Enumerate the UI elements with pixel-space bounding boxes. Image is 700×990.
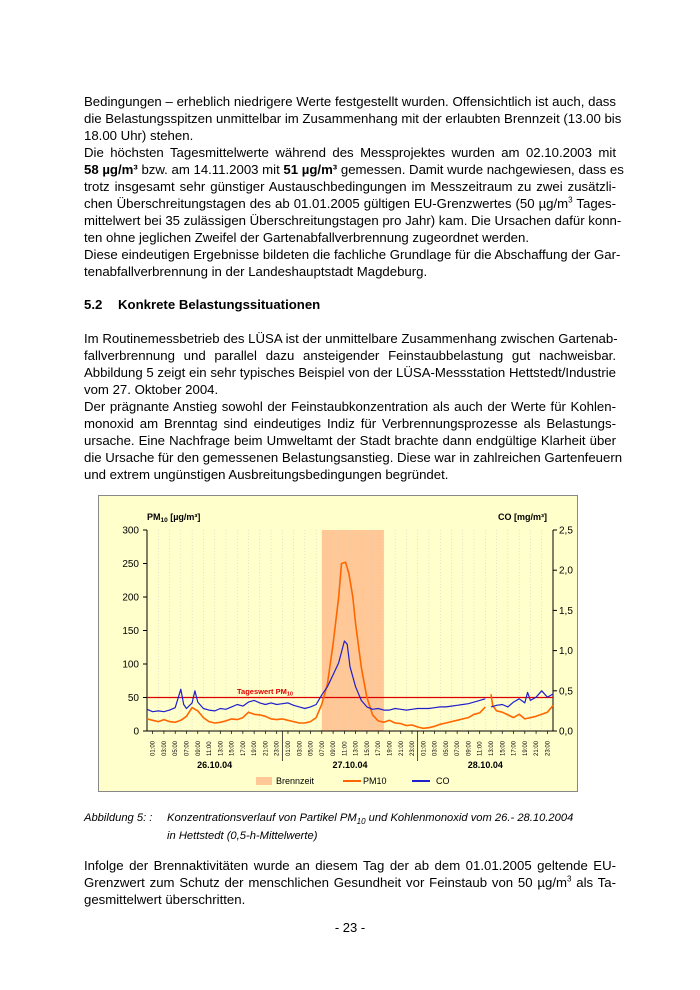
x-tick-label: 17:00 <box>376 740 383 756</box>
x-tick-label: 19:00 <box>387 740 394 756</box>
x-tick-label: 13:00 <box>218 740 225 756</box>
highlight-value: 51 µg/m³ <box>283 162 338 177</box>
x-tick-label: 19:00 <box>522 740 529 756</box>
paragraph-line: Im Routinemessbetrieb des LÜSA ist der unmittelbare Zusammenhang zwischen Gartenab- <box>84 331 618 346</box>
x-tick-label: 21:00 <box>534 740 541 756</box>
y-tick-label-right: 0,5 <box>559 686 573 698</box>
x-tick-label: 07:00 <box>455 740 462 756</box>
x-tick-label: 09:00 <box>466 740 473 756</box>
highlight-value: 58 µg/m³ <box>84 162 138 177</box>
x-tick-label: 05:00 <box>173 740 180 756</box>
x-tick-label: 05:00 <box>308 740 315 756</box>
paragraph-line: gesmittelwert überschritten. <box>84 892 246 907</box>
paragraph-line: 18.00 Uhr) stehen. <box>84 128 194 143</box>
text-span: als Ta- <box>571 875 616 890</box>
text-span: Konzentrationsverlauf von Partikel PM <box>167 812 357 824</box>
paragraph-line: Der prägnante Anstieg sowohl der Feinstaubkonzentration als auch der Werte für Kohlen- <box>84 399 616 414</box>
subscript: 10 <box>356 817 366 827</box>
text-span: chen Überschreitungstagen des ab 01.01.2005 gültigen EU-Grenzwertes (50 µg/m <box>84 196 569 211</box>
superscript: 3 <box>567 874 572 884</box>
paragraph-line: Abbildung 5 zeigt ein sehr typisches Beispiel von der LÜSA-Messstation Hettstedt/Industrie <box>84 365 616 380</box>
x-tick-label: 19:00 <box>252 740 259 756</box>
paragraph-4 <box>84 330 623 483</box>
y-axis-right-label: CO [mg/m³] <box>498 512 547 522</box>
x-tick-label: 17:00 <box>240 740 247 756</box>
legend-label-pm10: PM10 <box>363 776 387 786</box>
text-span: Grenzwert zum Schutz der menschlichen Gesundheit vor Feinstaub von 50 µg/m <box>84 875 567 890</box>
paragraph-line: Bedingungen – erheblich niedrigere Werte festgestellt wurden. Offensichtlich ist auch, dass <box>84 94 616 109</box>
x-tick-label: 15:00 <box>229 740 236 756</box>
legend-swatch-brennzeit <box>256 777 272 785</box>
day-label: 27.10.04 <box>332 760 368 770</box>
x-tick-label: 11:00 <box>342 741 349 756</box>
paragraph-2 <box>84 144 624 246</box>
y-tick-label-left: 50 <box>127 693 139 704</box>
x-tick-label: 21:00 <box>263 740 270 756</box>
x-tick-label: 13:00 <box>353 740 360 756</box>
text-span: gemessen. Damit wurde nachgewiesen, dass es <box>337 162 624 177</box>
x-tick-label: 15:00 <box>364 740 371 756</box>
x-tick-label: 05:00 <box>443 740 450 756</box>
y-tick-label-right: 0,0 <box>559 726 573 738</box>
paragraph-line: ten ohne jeglichen Zweifel der Gartenabfallverbrennung zugeordnet werden. <box>84 230 530 245</box>
paragraph-line: die Belastungsspitzen unmittelbar im Zusammenhang mit der erlaubten Brennzeit (13.00 bis <box>84 111 622 126</box>
x-tick-label: 15:00 <box>500 740 507 756</box>
text-span: Tages- <box>572 196 616 211</box>
paragraph-line: Diese eindeutigen Ergebnisse bildeten die fachliche Grundlage für die Abschaffung der Gar- <box>84 247 621 262</box>
paragraph-1 <box>84 93 622 144</box>
paragraph-line: mittelwert bei 35 zulässigen Überschreitungstagen pro Jahr) kam. Die Ursachen dafür konn- <box>84 213 622 228</box>
paragraph-5 <box>84 857 616 908</box>
x-tick-label: 09:00 <box>195 740 202 756</box>
y-tick-label-right: 1,0 <box>559 646 573 658</box>
paragraph-line: Infolge der Brennaktivitäten wurde an diesem Tag der ab dem 01.01.2005 geltende EU- <box>84 858 616 873</box>
caption-text <box>167 811 573 843</box>
text-span: und Kohlenmonoxid vom 26.- 28.10.2004 <box>365 812 574 824</box>
y-tick-label-left: 0 <box>133 726 139 738</box>
x-tick-label: 11:00 <box>207 741 214 756</box>
y-tick-label-left: 250 <box>122 559 139 570</box>
x-tick-label: 23:00 <box>545 740 552 756</box>
paragraph-line: und extrem ungünstigen Ausbreitungsbedingungen begründet. <box>84 467 449 482</box>
section-heading <box>84 297 320 312</box>
x-tick-label: 11:00 <box>477 741 484 756</box>
y-tick-label-left: 300 <box>122 525 139 537</box>
paragraph-line: trotz insgesamt sehr günstiger Austauschbedingungen im Messzeitraum zu zwei zusätzli- <box>84 179 616 194</box>
section-number: 5.2 <box>84 297 103 312</box>
x-tick-label: 03:00 <box>297 740 304 756</box>
paragraph-line: ursache. Eine Nachfrage beim Umweltamt der Stadt brachte dann endgültige Klarheit über <box>84 433 616 448</box>
day-label: 26.10.04 <box>197 760 233 770</box>
page-number: - 23 - <box>334 920 366 935</box>
caption-label: Abbildung 5: : <box>84 812 153 824</box>
x-tick-label: 03:00 <box>432 740 439 756</box>
y-tick-label-right: 2,5 <box>559 525 573 537</box>
x-tick-label: 07:00 <box>319 740 326 756</box>
y-tick-label-right: 1,5 <box>559 605 573 617</box>
x-tick-label: 01:00 <box>150 740 157 756</box>
x-tick-label: 13:00 <box>488 740 495 756</box>
paragraph-line: vom 27. Oktober 2004. <box>84 382 219 397</box>
series-line-co <box>491 691 553 707</box>
chart <box>99 496 577 791</box>
chart-frame <box>98 495 578 792</box>
paragraph-line: Die höchsten Tagesmittelwerte während des Messprojektes wurden am 02.10.2003 mit <box>84 145 616 160</box>
legend-label-co: CO <box>436 776 450 786</box>
day-label: 28.10.04 <box>467 760 503 770</box>
paragraph-line <box>84 195 616 212</box>
x-tick-label: 09:00 <box>331 740 338 756</box>
x-tick-label: 23:00 <box>274 740 281 756</box>
brennzeit-band <box>322 530 384 731</box>
y-axis-left-label: $PM_{10}$ [µg/m³] <box>147 512 201 524</box>
superscript: 3 <box>568 195 573 205</box>
x-tick-label: 17:00 <box>511 740 518 756</box>
x-tick-label: 01:00 <box>285 740 292 756</box>
threshold-label: Tageswert $PM_{10}$ <box>237 687 293 698</box>
paragraph-line: fallverbrennung und parallel dazu ansteigender Feinstaubbelastung gut nachweisbar. <box>84 348 616 363</box>
section-title: Konkrete Belastungssituationen <box>118 297 321 312</box>
x-tick-label: 23:00 <box>410 740 417 756</box>
x-tick-label: 07:00 <box>184 740 191 756</box>
y-tick-label-left: 200 <box>122 592 139 604</box>
chart-legend <box>256 776 450 786</box>
paragraph-line: monoxid am Brenntag sind eindeutiges Indiz für Verbrennungsprozesse als Belastungs- <box>84 416 616 431</box>
y-tick-label-left: 150 <box>122 626 139 637</box>
legend-label-brennzeit: Brennzeit <box>276 776 315 786</box>
paragraph-line: die Ursache für den gemessenen Belastungsanstieg. Diese war in zahlreichen Gartenfeuern <box>84 450 623 465</box>
x-tick-label: 03:00 <box>161 740 168 756</box>
paragraph-3 <box>84 246 621 280</box>
x-tick-label: 01:00 <box>421 740 428 756</box>
x-tick-label: 21:00 <box>398 740 405 756</box>
y-tick-label-right: 2,0 <box>559 565 573 577</box>
paragraph-line <box>84 874 616 891</box>
text-span: bzw. am 14.11.2003 mit <box>137 162 284 177</box>
y-tick-label-left: 100 <box>122 659 139 671</box>
paragraph-line: tenabfallverbrennung in der Landeshauptstadt Magdeburg. <box>84 264 428 279</box>
text-span: in Hettstedt (0,5-h-Mittelwerte) <box>167 830 318 843</box>
paragraph-line <box>84 161 624 178</box>
